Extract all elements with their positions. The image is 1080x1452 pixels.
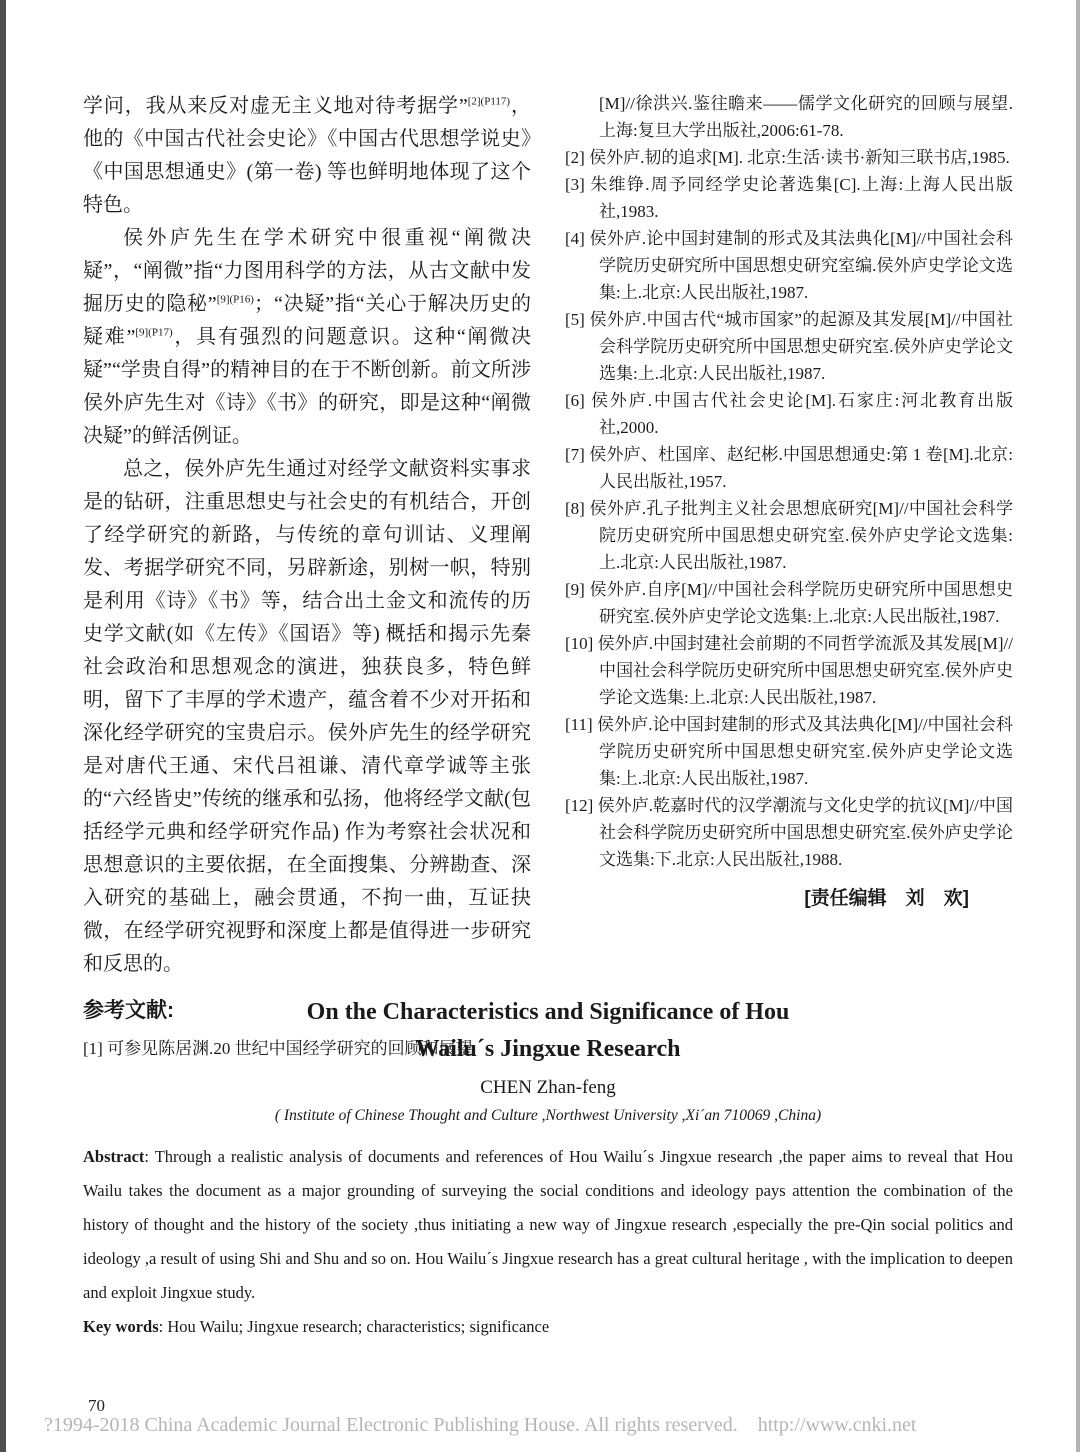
scan-edge-right	[1076, 0, 1080, 1452]
citation-superscript: [9](P16)	[216, 293, 254, 306]
reference-item-12: [12] 侯外庐.乾嘉时代的汉学潮流与文化史学的抗议[M]//中国社会科学院历史研究所中国思想史研究室.侯外庐史学论文选集:下.北京:人民出版社,1988.	[565, 796, 1013, 869]
text-segment: ；“决疑”指“关心于解决历史的疑难”	[83, 293, 531, 348]
keywords-text: : Hou Wailu; Jingxue research; characteristics; significance	[158, 1317, 550, 1336]
reference-item-3: [3] 朱维铮.周予同经学史论著选集[C].上海:上海人民出版社,1983.	[565, 175, 1013, 221]
citation-superscript: [9](P17)	[135, 326, 173, 339]
right-column	[565, 90, 1013, 982]
text-segment: ，具有强烈的问题意识。这种“阐微决疑”“学贵自得”的精神目的在于不断创新。前文所涉侯外庐先生对《诗》《书》的研究，即是这种“阐微决疑”的鲜活例证。	[83, 326, 531, 447]
english-abstract	[83, 1140, 1013, 1310]
scan-edge-left	[0, 0, 6, 1452]
reference-item-9: [9] 侯外庐.自序[M]//中国社会科学院历史研究所中国思想史研究室.侯外庐史学论文选集:上.北京:人民出版社,1987.	[565, 580, 1013, 626]
left-column	[83, 90, 531, 1058]
reference-item-8: [8] 侯外庐.孔子批判主义社会思想底研究[M]//中国社会科学院历史研究所中国思想史研究室.侯外庐史学论文选集:上.北京:人民出版社,1987.	[565, 499, 1013, 572]
english-author: CHEN Zhan-feng	[480, 1077, 616, 1098]
page-content	[83, 90, 1013, 1344]
reference-item-7: [7] 侯外庐、杜国庠、赵纪彬.中国思想通史:第 1 卷[M].北京:人民出版社,1957.	[565, 445, 1013, 491]
reference-item-1: [1] 可参见陈居渊.20 世纪中国经学研究的回顾和展望	[83, 1039, 473, 1058]
reference-item-2: [2] 侯外庐.韧的追求[M]. 北京:生活·读书·新知三联书店,1985.	[565, 148, 1010, 167]
reference-item-5: [5] 侯外庐.中国古代“城市国家”的起源及其发展[M]//中国社会科学院历史研究所中国思想史研究室.侯外庐史学论文选集:上.北京:人民出版社,1987.	[565, 310, 1013, 383]
citation-superscript: [2](P117)	[467, 95, 511, 108]
keywords-label: Key words	[83, 1317, 159, 1336]
english-keywords	[83, 1310, 1013, 1344]
reference-item-11: [11] 侯外庐.论中国封建制的形式及其法典化[M]//中国社会科学院历史研究所中国思想史研究室.侯外庐史学论文选集:上.北京:人民出版社,1987.	[565, 715, 1013, 788]
english-title-line-1: On the Characteristics and Significance of Hou	[306, 999, 790, 1025]
abstract-label: Abstract	[83, 1147, 145, 1166]
copyright-watermark: ?1994-2018 China Academic Journal Electronic Publishing House. All rights reserved. http://www.cnki.net	[44, 1414, 917, 1436]
references-heading: 参考文献:	[83, 999, 174, 1022]
english-title-line-2: Wailu´s Jingxue Research	[415, 1036, 681, 1062]
english-affiliation: ( Institute of Chinese Thought and Culture ,Northwest University ,Xi´an 710069 ,China)	[274, 1107, 822, 1124]
text-segment: 学问，我从来反对虚无主义地对待考据学”	[83, 95, 468, 117]
responsible-editor-note: [责任编辑 刘 欢]	[804, 888, 969, 909]
paragraph-continuation	[83, 90, 531, 222]
reference-item-10: [10] 侯外庐.中国封建社会前期的不同哲学流派及其发展[M]//中国社会科学院历史研究所中国思想史研究室.侯外庐史学论文选集:上.北京:人民出版社,1987.	[565, 634, 1013, 707]
text-segment: ，他的《中国古代社会史论》《中国古代思想学说史》《中国思想通史》(第一卷) 等也鲜明地体现了这个特色。	[83, 95, 531, 216]
reference-item-6: [6] 侯外庐.中国古代社会史论[M].石家庄:河北教育出版社,2000.	[565, 391, 1013, 437]
reference-item-1-continuation: [M]//徐洪兴.鉴往瞻来——儒学文化研究的回顾与展望.上海:复旦大学出版社,2006:61-78.	[599, 94, 1013, 140]
paragraph: 总之，侯外庐先生通过对经学文献资料实事求是的钻研，注重思想史与社会史的有机结合，开创了经学研究的新路，与传统的章句训诂、义理阐发、考据学研究不同，另辟新途，别树一帜，特别是利用《诗》《书》等，结合出土金文和流传的历史学文献(如《左传》《国语》等) 概括和揭示先秦社会政治和思想观念的演进，独获良多，特色鲜明，留下了丰厚的学术遗产，蕴含着不少对开拓和深化经学研究的宝贵启示。侯外庐先生的经学研究是对唐代王通、宋代吕祖谦、清代章学诚等主张的“六经皆史”传统的继承和弘扬，他将经学文献(包括经学元典和经学研究作品) 作为考察社会状况和思想意识的主要依据，在全面搜集、分辨勘查、深入研究的基础上，融会贯通，不拘一曲，互证抉微，在经学研究视野和深度上都是值得进一步研究和反思的。	[83, 458, 531, 975]
text-segment: 侯外庐先生在学术研究中很重视“阐微决疑”，“阐微”指“力图用科学的方法，从古文献中发掘历史的隐秘”	[83, 227, 531, 315]
paragraph	[83, 222, 531, 453]
abstract-text: : Through a realistic analysis of documents and references of Hou Wailu´s Jingxue research ,the paper aims to reveal that Hou Wailu takes the document as a major grounding of surveying the social conditions and ideology pays attention the combination of the history of thought and the history of the society ,thus initiating a new way of Jingxue research ,especially the pre-Qin social politics and ideology ,a result of using Shi and Shu and so on. Hou Wailu´s Jingxue research has a great cultural heritage , with the implication to deepen and exploit Jingxue study.	[83, 1147, 1013, 1302]
reference-item-4: [4] 侯外庐.论中国封建制的形式及其法典化[M]//中国社会科学院历史研究所中国思想史研究室编.侯外庐史学论文选集:上.北京:人民出版社,1987.	[565, 229, 1013, 302]
page-number: 70	[88, 1396, 105, 1415]
